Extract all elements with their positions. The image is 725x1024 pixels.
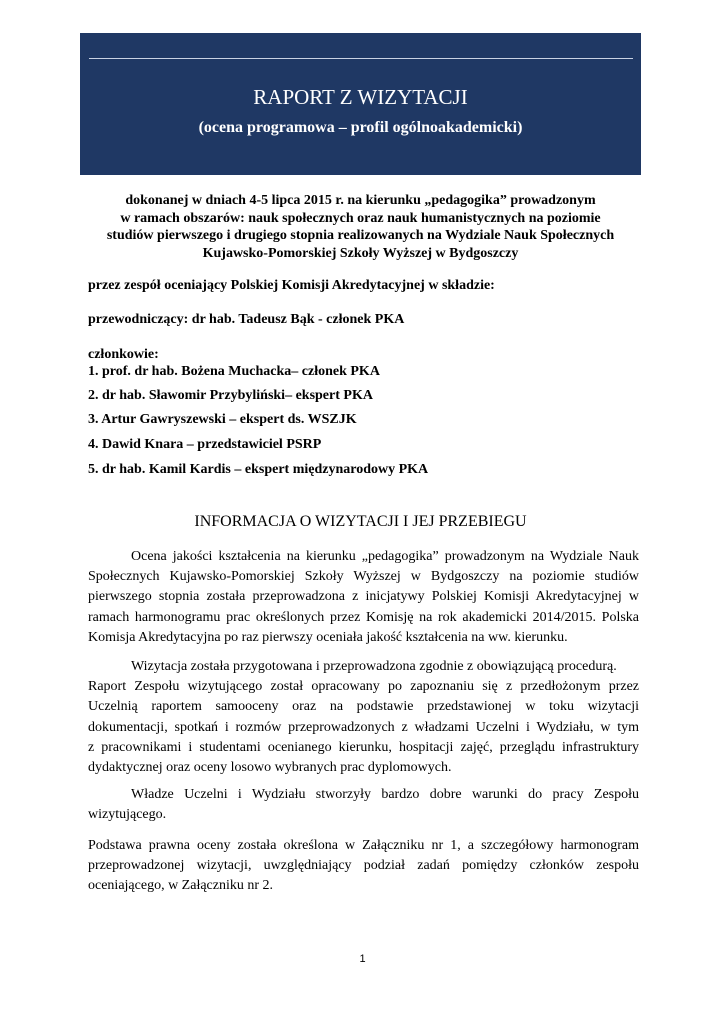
paragraph-line: przeprowadzonej wizytacji, uwzględniający podział zadań pomiędzy członków zespołu <box>88 858 639 874</box>
paragraph-line: wizytującego. <box>88 807 167 823</box>
paragraph-line: Podstawa prawna oceny została określona w Załączniku nr 1, a szczegółowy harmonogram <box>88 838 639 853</box>
paragraph-line: oceniającego, w Załączniku nr 2. <box>88 878 274 894</box>
section-title: INFORMACJA O WIZYTACJI I JEJ PRZEBIEGU <box>194 513 527 530</box>
team-intro: przez zespół oceniający Polskiej Komisji Akredytacyjnej w składzie: <box>88 278 495 293</box>
paragraph-evaluation <box>88 547 639 648</box>
team-chair: przewodniczący: dr hab. Tadeusz Bąk - członek PKA <box>88 312 405 327</box>
banner-divider <box>89 58 633 59</box>
visit-details-line: w ramach obszarów: nauk społecznych oraz nauk humanistycznych na poziomie <box>120 210 601 226</box>
paragraph-line: Wizytacja została przygotowana i przeprowadzona zgodnie z obowiązującą procedurą. <box>131 659 617 674</box>
paragraph-line: Społecznych Kujawsko-Pomorskiej Szkoły Wyższej w Bydgoszczy na poziomie studiów <box>88 569 639 585</box>
paragraph-line: Uczelnią raportem samooceny oraz na podstawie przedstawionej w toku wizytacji <box>88 699 639 715</box>
paragraph-legal-basis <box>88 836 639 897</box>
paragraph-line: Raport Zespołu wizytującego został opracowany po zapoznaniu się z przedłożonym przez <box>88 679 639 695</box>
team-member: 1. prof. dr hab. Bożena Muchacka– członek PKA <box>88 364 380 379</box>
team-member: 5. dr hab. Kamil Kardis – ekspert międzynarodowy PKA <box>88 462 429 477</box>
report-subtitle: (ocena programowa – profil ogólnoakademicki) <box>198 119 523 136</box>
paragraph-line: Komisja Akredytacyjna po raz pierwszy oceniała jakość kształcenia na ww. kierunku. <box>88 629 568 645</box>
team-member: 2. dr hab. Sławomir Przybyliński– ekspert PKA <box>88 388 373 403</box>
page-number: 1 <box>359 953 366 965</box>
paragraph-line: dokumentacji, spotkań i rozmów przeprowadzonych z władzami Uczelni i Wydziału, w tym <box>88 719 639 735</box>
paragraph-line: Ocena jakości kształcenia na kierunku „pedagogika” prowadzonym na Wydziale Nauk <box>131 549 639 564</box>
paragraph-line: dydaktycznej oraz oceny losowo wybranych prac dyplomowych. <box>88 760 452 776</box>
visit-details-line: studiów pierwszego i drugiego stopnia realizowanych na Wydziale Nauk Społecznych <box>106 228 615 243</box>
team-member: 3. Artur Gawryszewski – ekspert ds. WSZJK <box>88 412 357 427</box>
team-member: 4. Dawid Knara – przedstawiciel PSRP <box>88 437 322 452</box>
report-title: RAPORT Z WIZYTACJI <box>253 85 468 109</box>
report-header-banner <box>80 33 641 175</box>
visit-details <box>88 192 633 262</box>
paragraph-procedure <box>88 657 639 778</box>
visit-details-line: dokonanej w dniach 4-5 lipca 2015 r. na kierunku „pedagogika” prowadzonym <box>125 193 596 208</box>
paragraph-line: pierwszego stopnia została przeprowadzona z inicjatywy Polskiej Komisji Akredytacyjnej w <box>88 589 639 605</box>
paragraph-line: Władze Uczelni i Wydziału stworzyły bardzo dobre warunki do pracy Zespołu <box>131 787 639 802</box>
visit-details-line: Kujawsko-Pomorskiej Szkoły Wyższej w Bydgoszczy <box>202 245 519 261</box>
members-label: członkowie: <box>88 347 159 362</box>
paragraph-conditions <box>88 785 639 825</box>
paragraph-line: ramach harmonogramu prac określonych przez Komisję na rok akademicki 2014/2015. Polska <box>88 609 639 625</box>
paragraph-line: z pracownikami i studentami ocenianego kierunku, hospitacji zajęć, przeglądu infrastruktury <box>88 739 639 755</box>
